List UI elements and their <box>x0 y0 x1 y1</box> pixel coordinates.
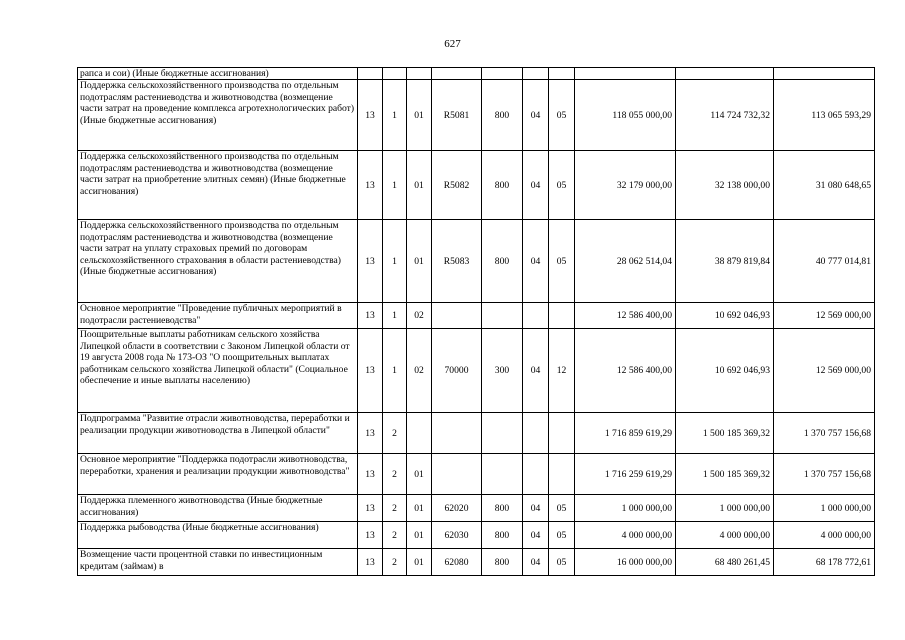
amount-cell: 1 370 757 156,68 <box>774 413 875 454</box>
code-cell: 2 <box>383 454 407 495</box>
code-cell: 800 <box>482 151 523 220</box>
code-cell: 05 <box>549 80 575 151</box>
amount-cell <box>774 68 875 80</box>
code-cell: 62020 <box>432 495 482 522</box>
table-row <box>78 329 875 413</box>
code-cell: 04 <box>523 220 549 303</box>
code-cell: 2 <box>383 549 407 576</box>
row-description: рапса и сои) (Иные бюджетные ассигнования) <box>78 68 358 80</box>
amount-cell: 1 716 859 619,29 <box>575 413 676 454</box>
amount-cell: 12 586 400,00 <box>575 329 676 413</box>
row-description: Основное мероприятие "Поддержка подотрасли животноводства, переработки, хранения и реализации продукции животноводства" <box>78 454 358 495</box>
code-cell: 02 <box>407 303 432 329</box>
amount-cell: 12 586 400,00 <box>575 303 676 329</box>
code-cell: 05 <box>549 495 575 522</box>
amount-cell: 40 777 014,81 <box>774 220 875 303</box>
amount-cell: 1 000 000,00 <box>774 495 875 522</box>
code-cell <box>523 68 549 80</box>
code-cell: 04 <box>523 329 549 413</box>
row-description: Поддержка племенного животноводства (Иные бюджетные ассигнования) <box>78 495 358 522</box>
code-cell: 1 <box>383 151 407 220</box>
code-cell: 1 <box>383 220 407 303</box>
code-cell: 13 <box>358 80 383 151</box>
code-cell: 13 <box>358 549 383 576</box>
amount-cell: 31 080 648,65 <box>774 151 875 220</box>
table-row <box>78 522 875 549</box>
amount-cell: 12 569 000,00 <box>774 329 875 413</box>
code-cell: 800 <box>482 220 523 303</box>
code-cell: 13 <box>358 454 383 495</box>
amount-cell: 68 480 261,45 <box>676 549 774 576</box>
code-cell <box>432 413 482 454</box>
code-cell: 04 <box>523 522 549 549</box>
code-cell: 13 <box>358 151 383 220</box>
code-cell: 800 <box>482 522 523 549</box>
amount-cell: 38 879 819,84 <box>676 220 774 303</box>
code-cell: 01 <box>407 80 432 151</box>
code-cell <box>549 68 575 80</box>
code-cell <box>407 413 432 454</box>
code-cell <box>432 454 482 495</box>
amount-cell <box>575 68 676 80</box>
code-cell <box>549 303 575 329</box>
code-cell: 02 <box>407 329 432 413</box>
row-description: Поддержка сельскохозяйственного производства по отдельным подотраслям растениеводства и животноводства (возмещение части затрат на уплату страховых премий по договорам сельскохозяйственного страхования в области растениеводства) (Иные бюджетные ассигнования) <box>78 220 358 303</box>
amount-cell: 118 055 000,00 <box>575 80 676 151</box>
table-row <box>78 303 875 329</box>
row-description: Поддержка сельскохозяйственного производства по отдельным подотраслям растениеводства и животноводства (возмещение части затрат на приобретение элитных семян) (Иные бюджетные ассигнования) <box>78 151 358 220</box>
code-cell: R5081 <box>432 80 482 151</box>
code-cell: 05 <box>549 549 575 576</box>
amount-cell: 1 000 000,00 <box>575 495 676 522</box>
table-row <box>78 454 875 495</box>
code-cell <box>407 68 432 80</box>
row-description: Подпрограмма "Развитие отрасли животноводства, переработки и реализации продукции животноводства в Липецкой области" <box>78 413 358 454</box>
code-cell <box>432 303 482 329</box>
code-cell: 13 <box>358 303 383 329</box>
code-cell <box>358 68 383 80</box>
code-cell: 1 <box>383 80 407 151</box>
amount-cell: 1 000 000,00 <box>676 495 774 522</box>
code-cell: 800 <box>482 495 523 522</box>
budget-table <box>77 67 875 576</box>
amount-cell: 16 000 000,00 <box>575 549 676 576</box>
code-cell: 01 <box>407 454 432 495</box>
code-cell: 300 <box>482 329 523 413</box>
code-cell: 04 <box>523 80 549 151</box>
amount-cell: 114 724 732,32 <box>676 80 774 151</box>
row-description: Возмещение части процентной ставки по инвестиционным кредитам (займам) в <box>78 549 358 576</box>
row-description: Поддержка рыбоводства (Иные бюджетные ассигнования) <box>78 522 358 549</box>
code-cell: 01 <box>407 495 432 522</box>
code-cell: 800 <box>482 549 523 576</box>
amount-cell: 32 138 000,00 <box>676 151 774 220</box>
amount-cell: 10 692 046,93 <box>676 303 774 329</box>
code-cell: 04 <box>523 151 549 220</box>
code-cell: 13 <box>358 220 383 303</box>
table-row <box>78 151 875 220</box>
code-cell <box>482 68 523 80</box>
code-cell: 01 <box>407 522 432 549</box>
code-cell <box>523 413 549 454</box>
table-row <box>78 495 875 522</box>
code-cell: 04 <box>523 495 549 522</box>
table-row <box>78 80 875 151</box>
code-cell: 05 <box>549 522 575 549</box>
code-cell: 01 <box>407 151 432 220</box>
code-cell <box>383 68 407 80</box>
code-cell: 12 <box>549 329 575 413</box>
code-cell: 01 <box>407 549 432 576</box>
code-cell: 2 <box>383 495 407 522</box>
amount-cell: 1 370 757 156,68 <box>774 454 875 495</box>
row-description: Поддержка сельскохозяйственного производства по отдельным подотраслям растениеводства и животноводства (возмещение части затрат на проведение комплекса агротехнологических работ) (Иные бюджетные ассигнования) <box>78 80 358 151</box>
table-row <box>78 413 875 454</box>
amount-cell: 10 692 046,93 <box>676 329 774 413</box>
code-cell: 13 <box>358 522 383 549</box>
amount-cell: 1 500 185 369,32 <box>676 454 774 495</box>
amount-cell: 68 178 772,61 <box>774 549 875 576</box>
code-cell: 13 <box>358 329 383 413</box>
code-cell: 70000 <box>432 329 482 413</box>
code-cell: 1 <box>383 303 407 329</box>
amount-cell: 28 062 514,04 <box>575 220 676 303</box>
code-cell: 05 <box>549 220 575 303</box>
table-row <box>78 549 875 576</box>
amount-cell: 4 000 000,00 <box>774 522 875 549</box>
amount-cell: 113 065 593,29 <box>774 80 875 151</box>
code-cell: R5082 <box>432 151 482 220</box>
row-description: Поощрительные выплаты работникам сельского хозяйства Липецкой области в соответствии с Законом Липецкой области от 19 августа 2008 года № 173-ОЗ "О поощрительных выплатах работникам сельского хозяйства Липецкой области" (Социальное обеспечение и иные выплаты населению) <box>78 329 358 413</box>
code-cell <box>482 413 523 454</box>
code-cell: 05 <box>549 151 575 220</box>
code-cell: 2 <box>383 522 407 549</box>
amount-cell <box>676 68 774 80</box>
page-number: 627 <box>444 38 461 50</box>
amount-cell: 12 569 000,00 <box>774 303 875 329</box>
code-cell <box>432 68 482 80</box>
code-cell: 01 <box>407 220 432 303</box>
amount-cell: 4 000 000,00 <box>575 522 676 549</box>
code-cell <box>523 454 549 495</box>
amount-cell: 1 716 259 619,29 <box>575 454 676 495</box>
code-cell <box>482 454 523 495</box>
code-cell: R5083 <box>432 220 482 303</box>
amount-cell: 1 500 185 369,32 <box>676 413 774 454</box>
code-cell: 13 <box>358 495 383 522</box>
code-cell <box>549 413 575 454</box>
code-cell: 800 <box>482 80 523 151</box>
row-description: Основное мероприятие "Проведение публичных мероприятий в подотрасли растениеводства" <box>78 303 358 329</box>
code-cell: 1 <box>383 329 407 413</box>
code-cell <box>549 454 575 495</box>
code-cell: 13 <box>358 413 383 454</box>
code-cell: 62080 <box>432 549 482 576</box>
code-cell: 04 <box>523 549 549 576</box>
code-cell: 2 <box>383 413 407 454</box>
table-row <box>78 68 875 80</box>
table-row <box>78 220 875 303</box>
amount-cell: 4 000 000,00 <box>676 522 774 549</box>
code-cell <box>523 303 549 329</box>
code-cell: 62030 <box>432 522 482 549</box>
amount-cell: 32 179 000,00 <box>575 151 676 220</box>
code-cell <box>482 303 523 329</box>
